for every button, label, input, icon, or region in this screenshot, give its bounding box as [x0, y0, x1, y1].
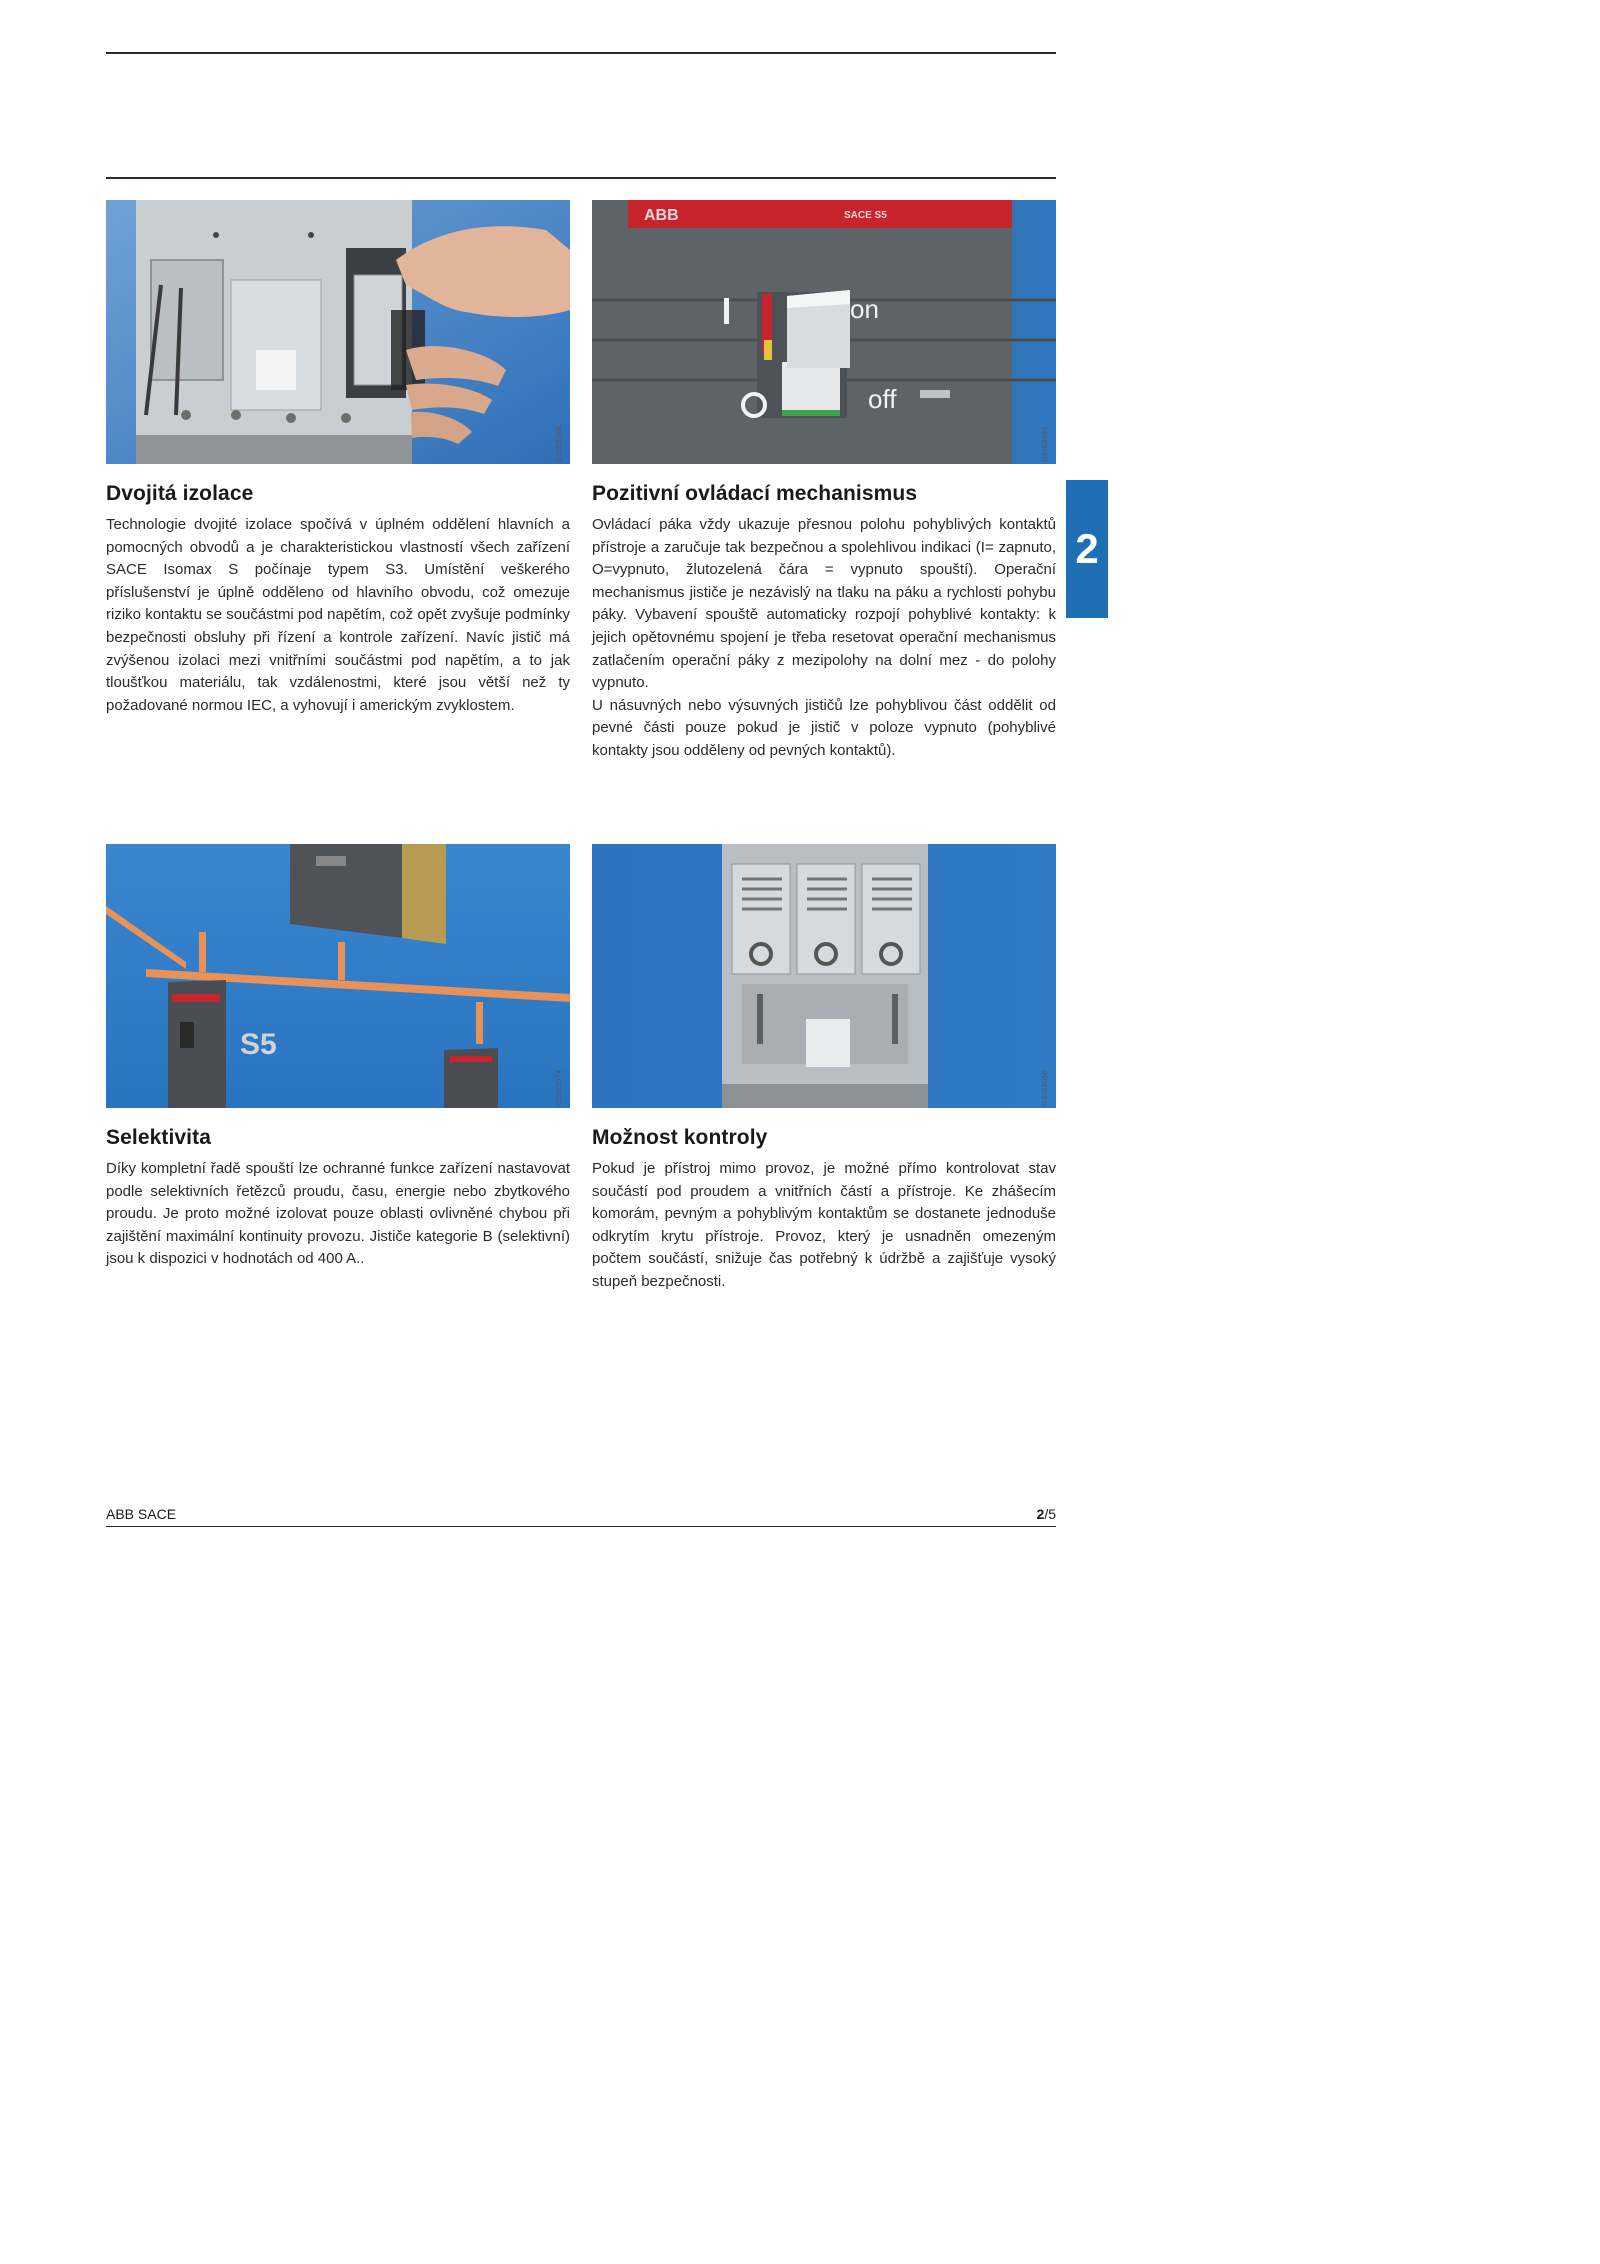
section-operating-mechanism	[592, 482, 1056, 763]
footer-rule	[106, 1526, 1056, 1527]
device-label: S5	[240, 1028, 277, 1061]
selectivity-photo	[106, 844, 570, 1108]
photo-selectivity	[106, 844, 570, 1108]
photo-code: GSIS0074	[556, 1069, 563, 1106]
photo-operating-mechanism	[592, 200, 1056, 464]
chapter-tab: 2	[1066, 480, 1108, 618]
photo-code: GSIS9050	[1042, 1069, 1049, 1106]
section-selectivity	[106, 1126, 570, 1271]
section-body: Technologie dvojité izolace spočívá v úplném oddělení hlavních a pomocných obvodů a je charakteristickou vlastností všech zařízení SACE Isomax S počínaje typem S3. Umístění veškerého příslušenství je úplně odděleno od hlavního obvodu, což omezuje riziko kontaktu se součástmi pod napětím, což opět zvyšuje podmínky bezpečnosti obsluhy při řízení a kontrole zařízení. Navíc jistič má zvýšenou izolaci mezi vnitřními součástmi pod napětím, a to jak tloušťkou materiálu, tak vzdálenostmi, které jsou větší než ty požadované normou IEC, a vyhovují i americkým zvyklostem.	[106, 516, 570, 714]
section-inspection	[592, 1126, 1056, 1294]
photo-code: GSIS9048	[556, 425, 563, 462]
photo-double-insulation	[106, 200, 570, 464]
model-label: SACE S5	[844, 210, 887, 221]
section-title: Dvojitá izolace	[106, 482, 254, 505]
brand-label: ABB	[644, 207, 679, 224]
page-index: /5	[1044, 1506, 1056, 1522]
footer-company: ABB SACE	[106, 1506, 177, 1522]
breaker-lever-photo	[592, 200, 1056, 464]
top-rule	[106, 52, 1056, 54]
section-title: Selektivita	[106, 1126, 211, 1149]
section-title: Pozitivní ovládací mechanismus	[592, 482, 918, 505]
footer-page-number	[1037, 1506, 1056, 1522]
inspection-photo	[592, 844, 1056, 1108]
header-rule	[106, 177, 1056, 179]
photo-code: GSIS9051	[1042, 425, 1049, 462]
section-body: Ovládací páka vždy ukazuje přesnou polohu pohyblivých kontaktů přístroje a zaručuje tak bezpečnou a spolehlivou indikaci (I= zapnuto, O=vypnuto, žlutozelená čára = vypnuto spouští). Operační mechanismus jističe je nezávislý na tlaku na páku a rychlosti pohybu páky. Vybavení spouště automaticky rozpojí pohyblivé kontakty: k jejich opětovnému spojení je třeba resetovat operační mechanismus zatlačením operační páky z mezipolohy na dolní mez - do polohy vypnuto. U násuvných nebo výsuvných jističů lze pohyblivou část oddělit od pevné části pouze pokud je jistič v poloze vypnuto (pohyblivé kontakty jsou odděleny od pevných kontaktů).	[592, 516, 1056, 759]
off-label: off	[868, 384, 897, 414]
section-body: Díky kompletní řadě spouští lze ochranné funkce zařízení nastavovat podle selektivních řetězců proudu, času, energie nebo zbytkového proudu. Je proto možné izolovat pouze oblasti ovlivněné chybou při zajištění maximální kontinuity provozu. Jističe kategorie B (selektivní) jsou k dispozici v hodnotách od 400 A..	[106, 1160, 570, 1268]
breaker-accessory-photo	[106, 200, 570, 464]
section-body: Pokud je přístroj mimo provoz, je možné přímo kontrolovat stav součástí pod proudem a vnitřních částí a přístroje. Ke zhášecím komorám, pevným a pohyblivým kontaktům se dostanete jednoduše odkrytím krytu přístroje. Provoz, který je usnadněn omezeným počtem součástí, snižuje čas potřebný k údržbě a zajišťuje vysoký stupeň bezpečnosti.	[592, 1160, 1056, 1290]
section-double-insulation	[106, 482, 570, 717]
page-chapter: 2	[1036, 1506, 1045, 1522]
section-title: Možnost kontroly	[592, 1126, 768, 1149]
on-label: on	[850, 294, 879, 324]
photo-inspection	[592, 844, 1056, 1108]
